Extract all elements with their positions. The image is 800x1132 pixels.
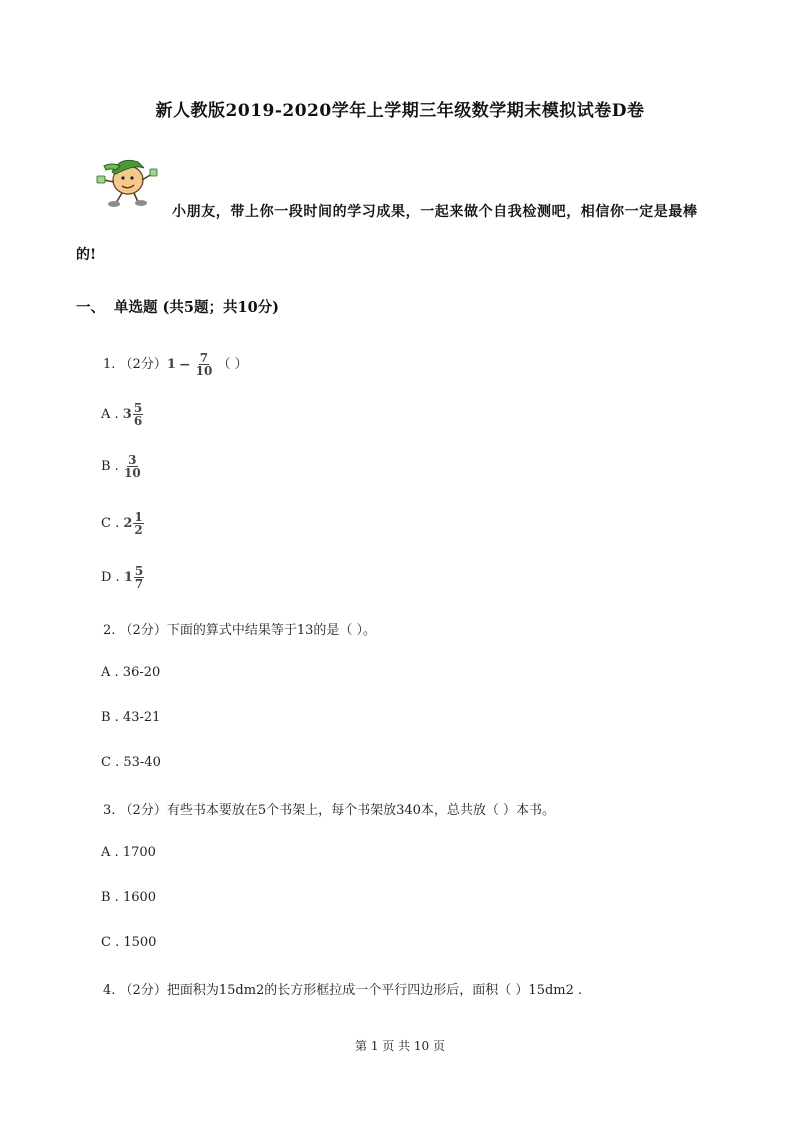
question-number: 4.: [103, 983, 116, 998]
option-text: 1600: [122, 890, 157, 905]
question-text: 有些书本要放在5个书架上，每个书架放340本，总共放（ ）本书。: [166, 803, 556, 818]
section-heading: [76, 296, 279, 317]
option-b: [101, 454, 142, 479]
option-fraction: 2 1 2: [123, 510, 143, 537]
intro-text-end: 的!: [76, 247, 97, 263]
option-fraction: 3 5 6: [122, 401, 143, 428]
option-a: [101, 845, 156, 860]
option-fraction: 3 10: [123, 453, 141, 480]
section-title: 单选题 (共5题；共10分): [114, 299, 280, 316]
question-number: 2.: [103, 623, 116, 638]
option-label: C .: [101, 935, 120, 950]
option-label: A .: [101, 407, 119, 422]
section-number: 一、: [76, 299, 105, 316]
option-text: 36-20: [122, 665, 161, 680]
option-label: C .: [101, 516, 120, 531]
option-b: [101, 890, 156, 905]
question-2: [103, 619, 376, 638]
option-label: A .: [101, 665, 119, 680]
question-number: 3.: [103, 803, 116, 818]
question-4: [103, 979, 582, 998]
question-score: （2分）: [119, 357, 167, 372]
question-number: 1.: [103, 357, 116, 372]
option-c: [101, 935, 156, 950]
question-3: [103, 799, 555, 818]
option-text: 53-40: [123, 755, 161, 770]
question-text: 下面的算式中结果等于13的是（ ）。: [166, 623, 377, 638]
option-label: A .: [101, 845, 119, 860]
option-a: [101, 402, 143, 427]
option-a: [101, 665, 160, 680]
option-c: [101, 511, 144, 536]
option-d: [101, 565, 144, 590]
option-fraction: 1 5 7: [123, 564, 144, 591]
option-label: C .: [101, 755, 120, 770]
question-expression: 1 − $\frac{7}{10}$: [166, 351, 213, 378]
page-footer: 第 1 页 共 10 页: [355, 1039, 445, 1053]
option-label: B .: [101, 890, 119, 905]
option-label: D .: [101, 570, 120, 585]
option-label: B .: [101, 710, 119, 725]
option-c: [101, 755, 161, 770]
option-b: [101, 710, 160, 725]
mascot-illustration: [94, 150, 158, 208]
question-score: （2分）: [119, 623, 167, 638]
option-text: 1700: [122, 845, 156, 860]
question-score: （2分）: [119, 983, 167, 998]
question-text: 把面积为15dm2的长方形框拉成一个平行四边形后，面积（ ）15dm2 .: [166, 983, 583, 998]
question-score: （2分）: [119, 803, 167, 818]
intro-text: 小朋友，带上你一段时间的学习成果，一起来做个自我检测吧，相信你一定是最棒: [172, 204, 698, 220]
question-1: [103, 352, 248, 377]
option-text: 1500: [123, 935, 157, 950]
option-label: B .: [101, 459, 119, 474]
answer-blank: （ ）: [217, 357, 248, 372]
option-text: 43-21: [122, 710, 161, 725]
page-title: 新人教版2019-2020学年上学期三年级数学期末模拟试卷D卷: [155, 101, 645, 121]
